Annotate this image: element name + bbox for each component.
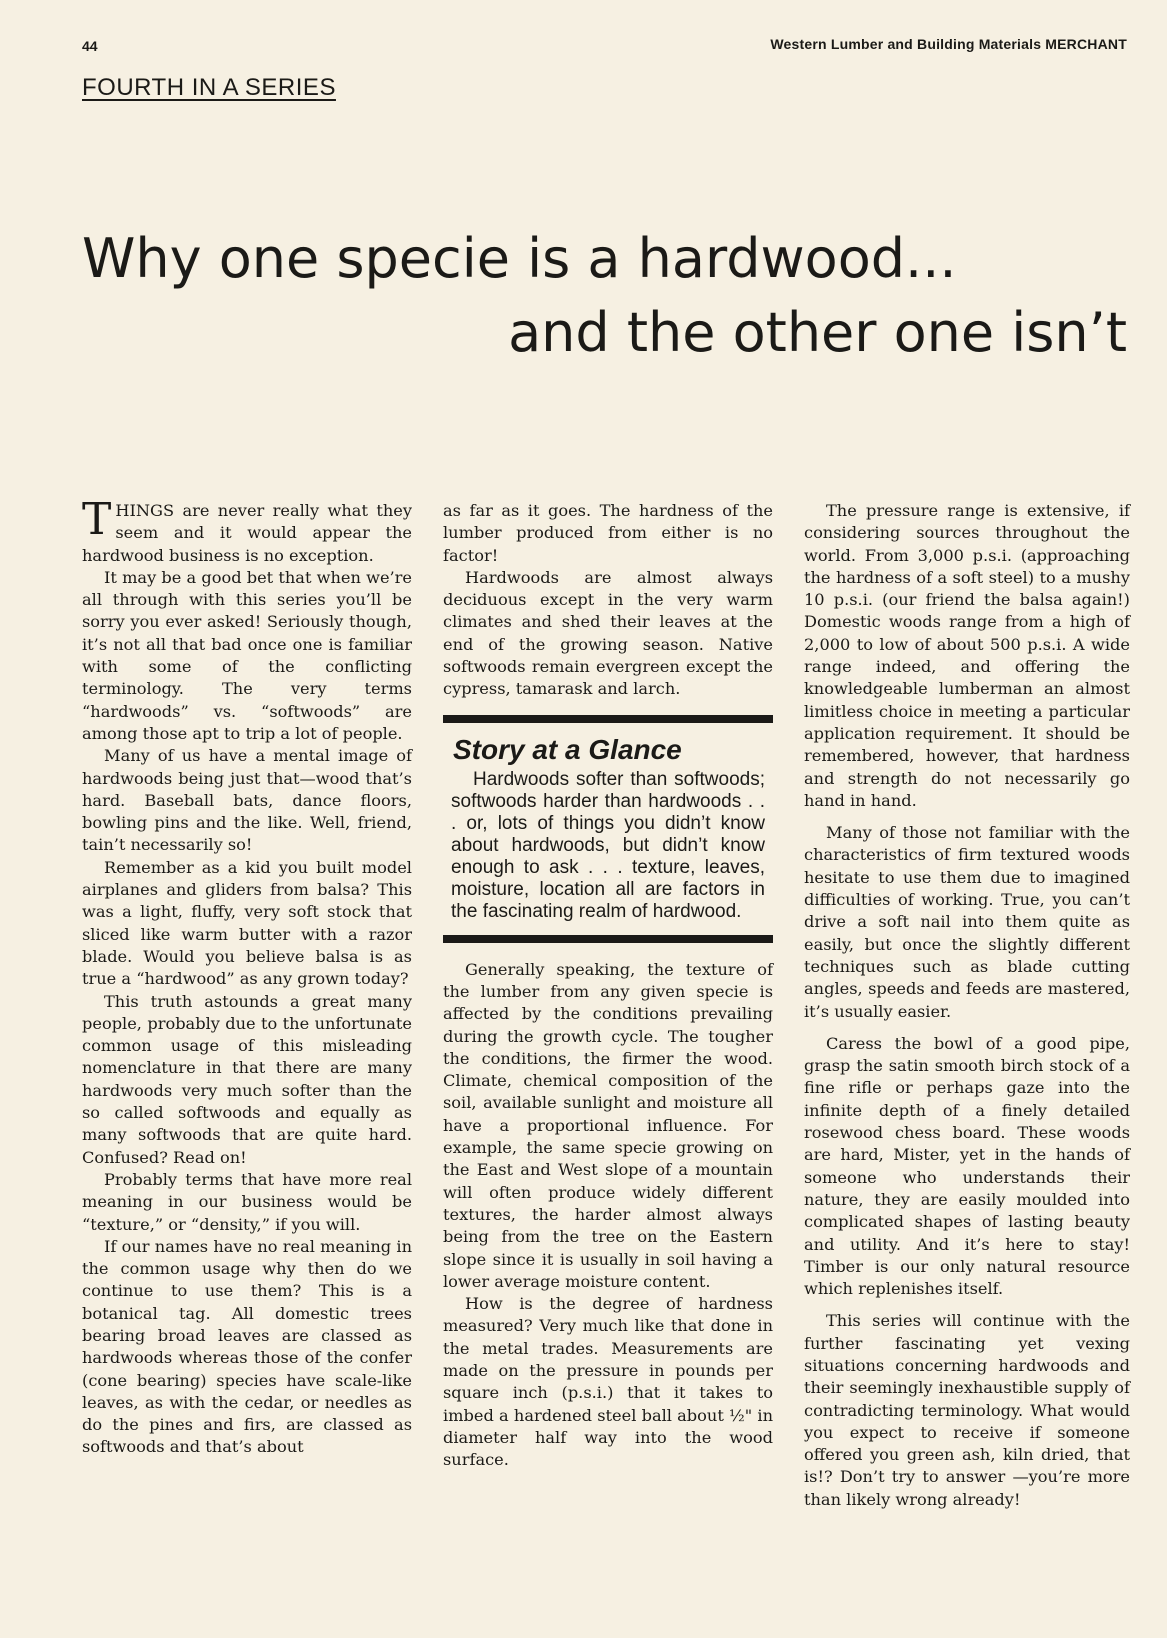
running-head: Western Lumber and Building Materials MERCHANT (770, 36, 1127, 52)
article-paragraph: Generally speaking, the texture of the lumber from any given specie is affected by the conditions prevailing during the growth cycle. The tougher the conditions, the firmer the wood. Climate, chemical composition of the soil, available sunlight and moisture all have a proportional influence. For example, the same specie growing on the East and West slope of a mountain will often produce widely different textures, the harder almost always being from the tree on the Eastern slope since it is usually in soil having a lower average moisture content. (443, 959, 773, 1291)
article-paragraph: Many of us have a mental image of hardwoods being just that—wood that’s hard. Baseball bats, dance floors, bowling pins and the like. Well, friend, tain’t necessarily so! (82, 746, 412, 855)
headline-line-1: Why one specie is a hardwood... (82, 227, 957, 290)
article-paragraph: This series will continue with the further fascinating yet vexing situations concerning hardwoods and their seemingly inexhaustible supply of contradicting terminology. What would you expect to receive if someone offered you green ash, kiln dried, that is!? Don’t try to answer —you’re more than likely wrong already! (804, 1311, 1130, 1509)
article-column-1 (82, 494, 412, 1459)
article-paragraph: Remember as a kid you built model airplanes and gliders from balsa? This was a light, fluffy, very soft stock that sliced like warm butter with a razor blade. Would you believe balsa is as true a “hardwood” as any grown today? (82, 857, 412, 989)
article-paragraph: as far as it goes. The hardness of the lumber produced from either is no factor! (443, 501, 773, 565)
headline (82, 222, 1127, 370)
article-paragraph: This truth astounds a great many people, probably due to the unfortunate common usage of this misleading nomenclature in that there are many hardwoods very much softer than the so called softwoods and equally as many softwoods that are quite hard. Confused? Read on! (82, 991, 412, 1167)
article-paragraph: The pressure range is extensive, if considering sources throughout the world. From 3,000 p.s.i. (approaching the hardness of a soft steel) to a mushy 10 p.s.i. (our friend the balsa again!) Domestic woods range from a high of 2,000 to low of about 500 p.s.i. A wide range indeed, and offering the knowledgeable lumberman an almost limitless choice in meeting a particular application requirement. It should be remembered, however, that hardness and strength do not necessarily go hand in hand. (804, 501, 1130, 810)
page-number: 44 (82, 38, 98, 54)
article-paragraph: Many of those not familiar with the characteristics of firm textured woods hesitate to use them due to imagined difficulties of working. True, you can’t drive a soft nail into them quite as easily, but once the slightly different techniques such as blade cutting angles, speeds and feeds are mastered, it’s usually easier. (804, 823, 1130, 1021)
story-at-a-glance-box (443, 715, 773, 943)
story-at-a-glance-title: Story at a Glance (453, 733, 682, 765)
series-label: FOURTH IN A SERIES (82, 74, 336, 101)
article-paragraph: Hardwoods are almost always deciduous except in the very warm climates and shed their leaves at the end of the growing season. Native softwoods remain evergreen except the cypress, tamarask and larch. (443, 567, 773, 699)
article-paragraph: Probably terms that have more real meaning in our business would be “texture,” or “density,” if you will. (82, 1169, 412, 1234)
article-column-3 (804, 500, 1130, 1511)
article-paragraph: Caress the bowl of a good pipe, grasp the satin smooth birch stock of a fine rifle or perhaps gaze into the infinite depth of a finely detailed rosewood chess board. These woods are hard, Mister, yet in the hands of someone who understands their nature, they are easily moulded into complicated shapes of lasting beauty and utility. And it’s here to stay! Timber is our only natural resource which replenishes itself. (804, 1033, 1130, 1299)
drop-cap: T (82, 494, 112, 545)
article-paragraph: If our names have no real meaning in the common usage why then do we continue to use them? This is a botanical tag. All domestic trees bearing broad leaves are classed as hardwoods whereas those of the confer (cone bearing) species have scale-like leaves, as with the cedar, or needles as do the pines and firs, are classed as softwoods and that’s about (82, 1236, 412, 1457)
article-column-2 (443, 500, 773, 1472)
story-at-a-glance-body: Hardwoods softer than softwoods; softwoods harder than hardwoods . . . or, lots of things you didn’t know about hardwoods, but didn’t know enough to ask . . . texture, leaves, moisture, location all are factors in the fascinating realm of hardwood. (451, 768, 765, 922)
headline-line-2: and the other one isn’t (508, 301, 1127, 364)
article-paragraph: THINGS are never really what they seem and it would appear the hardwood business is no exception. (82, 494, 412, 565)
article-paragraph: It may be a good bet that when we’re all through with this series you’ll be sorry you ever asked! Seriously though, it’s not all that bad once one is familiar with some of the conflicting terminology. The very terms “hardwoods” vs. “softwoods” are among those apt to trip a lot of people. (82, 567, 412, 743)
article-paragraph: How is the degree of hardness measured? Very much like that done in the metal trades. Measurements are made on the pressure in pounds per square inch (p.s.i.) that it takes to imbed a hardened steel ball about ½" in diameter half way into the wood surface. (443, 1294, 773, 1470)
